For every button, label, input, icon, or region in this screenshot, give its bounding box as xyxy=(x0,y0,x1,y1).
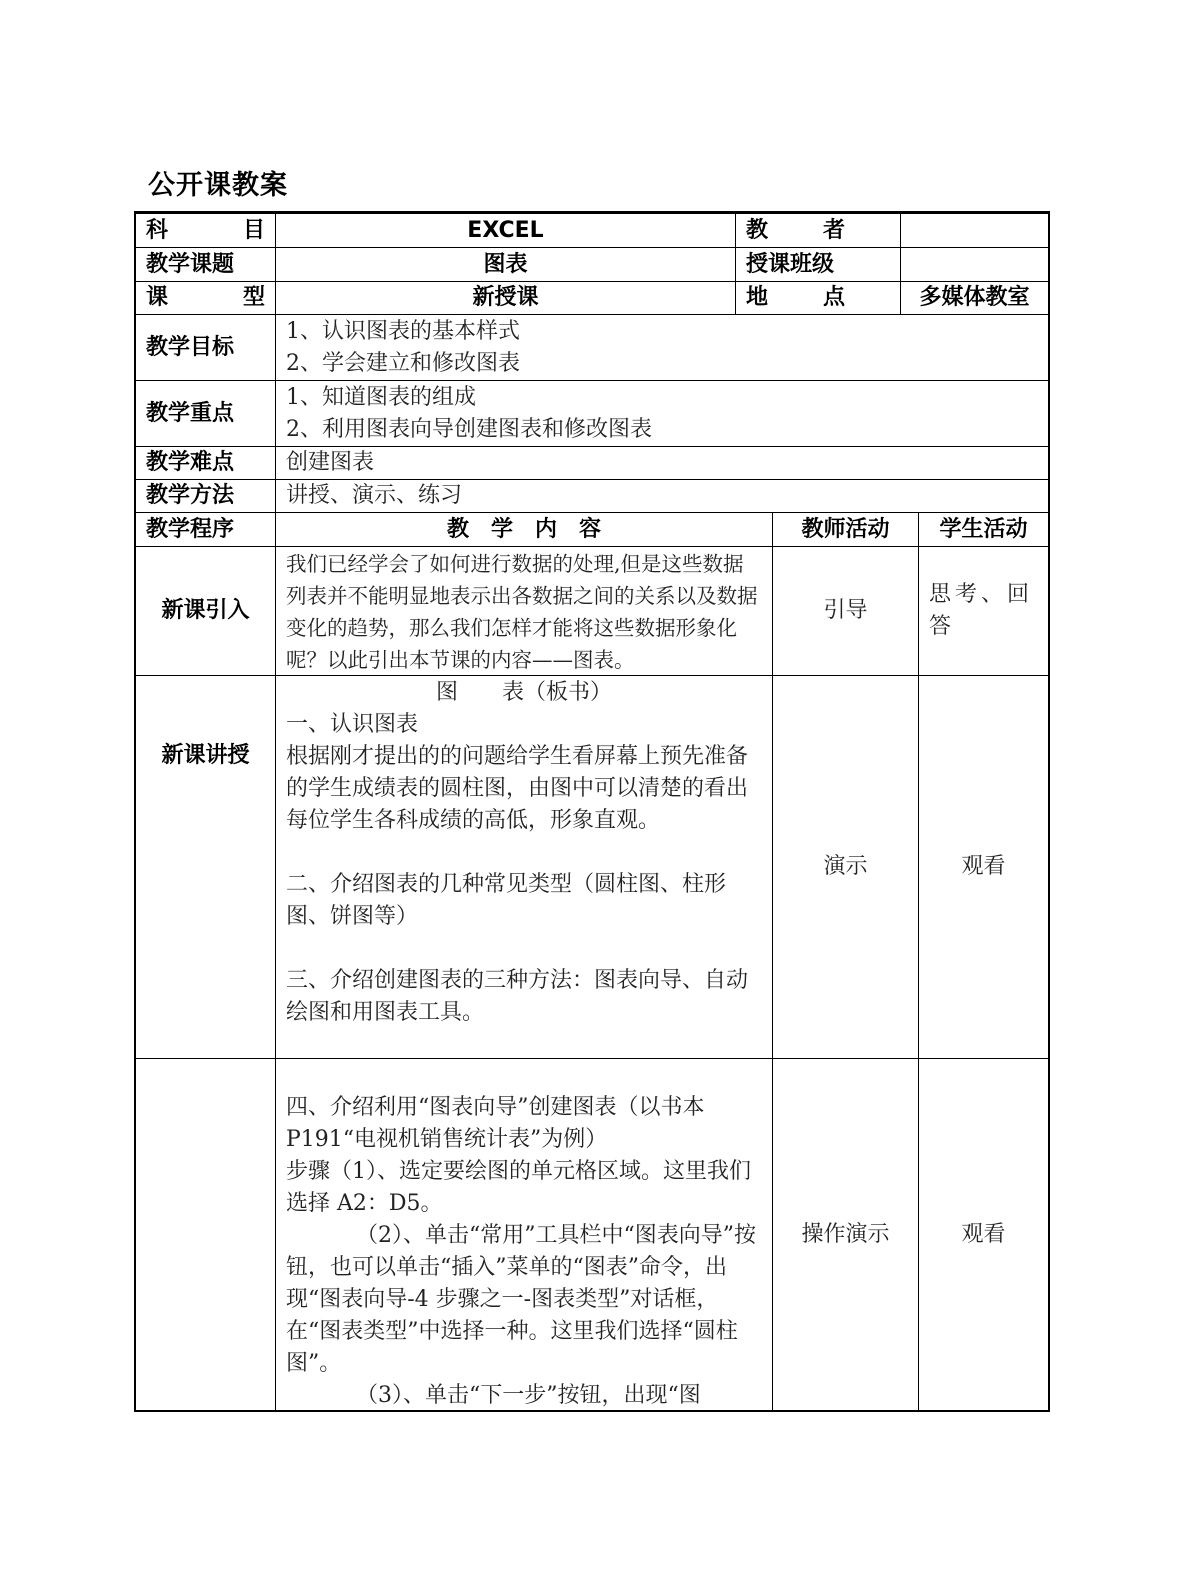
goals-label: 教学目标 xyxy=(135,314,276,381)
content-paragraph: 根据刚才提出的的问题给学生看屏幕上预先准备的学生成绩表的圆柱图，由图中可以清楚的看出每位学生各科成绩的高低，形象直观。 xyxy=(286,744,749,833)
col-content: 教 学 内 容 xyxy=(275,512,773,547)
class-label: 授课班级 xyxy=(735,247,901,282)
content-paragraph: （3）、单击“下一步”按钮，出现“图 xyxy=(356,1383,701,1408)
student-activity: 观看 xyxy=(918,675,1049,1059)
col-process: 教学程序 xyxy=(135,512,276,547)
teacher-activity: 演示 xyxy=(772,675,919,1059)
content-paragraph: 二、介绍图表的几种常见类型（圆柱图、柱形图、饼图等） xyxy=(286,872,727,929)
teacher-label xyxy=(735,213,901,248)
student-activity: 思考、回答 xyxy=(918,546,1049,676)
keys-label: 教学重点 xyxy=(135,380,276,447)
place-value: 多媒体教室 xyxy=(900,281,1049,315)
type-label xyxy=(135,281,276,315)
teacher-activity: 引导 xyxy=(772,546,919,676)
teacher-activity: 操作演示 xyxy=(772,1058,919,1411)
page-title: 公开课教案 xyxy=(148,170,288,201)
stage-label xyxy=(135,1058,276,1411)
stage-content xyxy=(275,546,773,676)
topic-value: 图表 xyxy=(275,247,736,282)
content-paragraph: 三、介绍创建图表的三种方法：图表向导、自动绘图和用图表工具。 xyxy=(286,968,749,1025)
stage-content xyxy=(275,1058,773,1411)
difficulty-label: 教学难点 xyxy=(135,446,276,480)
student-activity: 观看 xyxy=(918,1058,1049,1411)
type-value: 新授课 xyxy=(275,281,736,315)
subject-value: EXCEL xyxy=(275,213,736,248)
content-paragraph: 一、认识图表 xyxy=(286,712,419,737)
label-part: 科 xyxy=(146,217,169,243)
place-label xyxy=(735,281,901,315)
content-paragraph: 四、介绍利用“图表向导”创建图表（以书本 P191“电视机销售统计表”为例） xyxy=(286,1095,705,1152)
label-part: 地 xyxy=(746,285,769,310)
goal-line: 2、学会建立和修改图表 xyxy=(286,351,520,376)
method-value: 讲授、演示、练习 xyxy=(275,479,1049,513)
difficulty-value: 创建图表 xyxy=(275,446,1049,480)
topic-label: 教学课题 xyxy=(135,247,276,282)
board-title: 图 表（板书） xyxy=(435,680,612,705)
content-paragraph: 我们已经学会了如何进行数据的处理,但是这些数据列表并不能明显地表示出各数据之间的关系以及数据变化的趋势，那么我们怎样才能将这些数据形象化呢？以此引出本节课的内容——图表。 xyxy=(286,552,758,672)
goal-line: 1、认识图表的基本样式 xyxy=(286,319,520,344)
stage-label: 新课引入 xyxy=(135,546,276,676)
stage-label: 新课讲授 xyxy=(135,675,276,1059)
content-paragraph: （2）、单击“常用”工具栏中“图表向导”按钮，也可以单击“插入”菜单的“图表”命令，出现“图表向导-4 步骤之一-图表类型”对话框，在“图表类型”中选择一种。这里我们选择“圆柱图”。 xyxy=(286,1223,756,1376)
col-student: 学生活动 xyxy=(918,512,1049,547)
label-part: 教 xyxy=(746,217,769,243)
keys-content xyxy=(275,380,1049,447)
content-paragraph: 步骤（1）、选定要绘图的单元格区域。这里我们选择 A2：D5。 xyxy=(286,1159,751,1216)
label-part: 者 xyxy=(822,217,845,243)
label-part: 课 xyxy=(146,285,169,310)
teacher-value xyxy=(900,213,1049,248)
subject-label xyxy=(135,213,276,248)
method-label: 教学方法 xyxy=(135,479,276,513)
label-part: 目 xyxy=(242,217,265,243)
key-line: 2、利用图表向导创建图表和修改图表 xyxy=(286,417,652,442)
key-line: 1、知道图表的组成 xyxy=(286,385,476,410)
col-teacher: 教师活动 xyxy=(772,512,919,547)
label-part: 点 xyxy=(822,285,845,310)
class-value xyxy=(900,247,1049,282)
label-part: 型 xyxy=(242,285,265,310)
goals-content xyxy=(275,314,1049,381)
stage-content xyxy=(275,675,773,1059)
